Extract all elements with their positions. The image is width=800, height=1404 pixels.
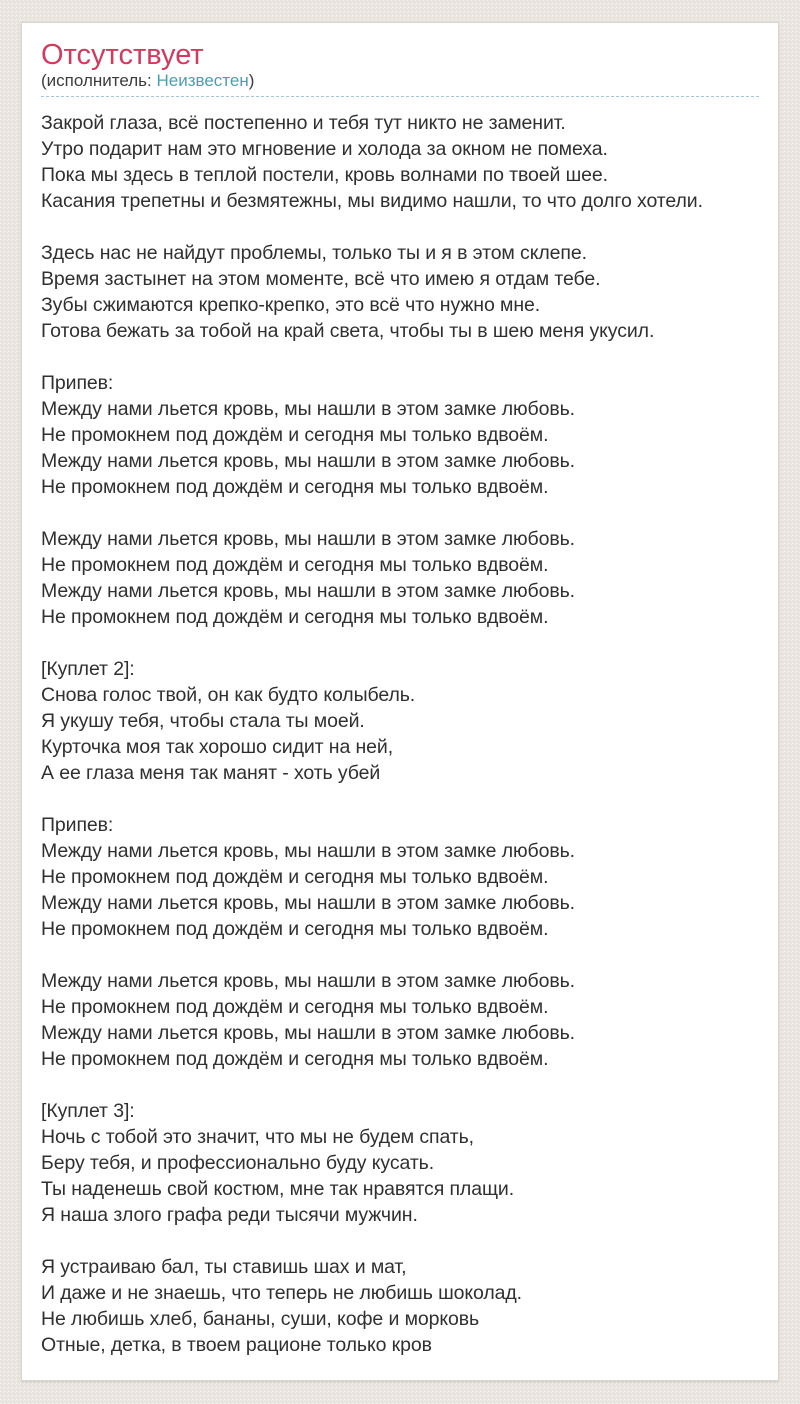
stanza (41, 812, 759, 942)
lyric-line: Время застынет на этом моменте, всё что имею я отдам тебе. (41, 268, 601, 290)
lyric-line: Между нами льется кровь, мы нашли в этом замке любовь. (41, 840, 575, 862)
lyric-line: [Куплет 2]: (41, 658, 135, 680)
stanza (41, 110, 759, 214)
lyric-line: Припев: (41, 814, 114, 836)
stanza (41, 1254, 759, 1358)
lyric-line: Закрой глаза, всё постепенно и тебя тут никто не заменит. (41, 112, 566, 134)
lyric-line: Не промокнем под дождём и сегодня мы только вдвоём. (41, 918, 549, 940)
lyric-line: Между нами льется кровь, мы нашли в этом замке любовь. (41, 580, 575, 602)
song-title: Отсутствует (41, 39, 204, 71)
lyric-line: Утро подарит нам это мгновение и холода за окном не помеха. (41, 138, 608, 160)
lyric-line: Касания трепетны и безмятежны, мы видимо нашли, то что долго хотели. (41, 190, 703, 212)
lyric-line: Припев: (41, 372, 114, 394)
lyric-line: Не промокнем под дождём и сегодня мы только вдвоём. (41, 476, 549, 498)
lyric-line: Между нами льется кровь, мы нашли в этом замке любовь. (41, 1022, 575, 1044)
lyric-line: Не промокнем под дождём и сегодня мы только вдвоём. (41, 424, 549, 446)
lyric-line: Готова бежать за тобой на край света, чтобы ты в шею меня укусил. (41, 320, 655, 342)
lyric-line: Не промокнем под дождём и сегодня мы только вдвоём. (41, 1048, 549, 1070)
lyric-line: Не промокнем под дождём и сегодня мы только вдвоём. (41, 996, 549, 1018)
lyric-line: Снова голос твой, он как будто колыбель. (41, 684, 416, 706)
lyric-line: [Куплет 3]: (41, 1100, 135, 1122)
stanza (41, 968, 759, 1072)
artist-label: (исполнитель: (41, 71, 157, 90)
lyric-line: А ее глаза меня так манят - хоть убей (41, 762, 381, 784)
artist-link[interactable]: Неизвестен (156, 71, 249, 90)
artist-suffix: ) (248, 71, 255, 90)
lyric-line: Я устраиваю бал, ты ставишь шах и мат, (41, 1256, 407, 1278)
lyric-line: Беру тебя, и профессионально буду кусать. (41, 1152, 435, 1174)
lyric-line: Я наша злого графа реди тысячи мужчин. (41, 1204, 418, 1226)
lyric-line: Не промокнем под дождём и сегодня мы только вдвоём. (41, 554, 549, 576)
lyric-line: Отные, детка, в твоем рационе только кров (41, 1334, 432, 1356)
lyric-line: Между нами льется кровь, мы нашли в этом замке любовь. (41, 892, 575, 914)
stanza (41, 240, 759, 344)
lyric-line: И даже и не знаешь, что теперь не любишь шоколад. (41, 1282, 522, 1304)
lyrics-card (21, 22, 779, 1381)
stanza (41, 370, 759, 500)
lyric-line: Ты наденешь свой костюм, мне так нравятся плащи. (41, 1178, 515, 1200)
lyrics-text (41, 110, 759, 1358)
lyric-line: Я укушу тебя, чтобы стала ты моей. (41, 710, 365, 732)
lyric-line: Между нами льется кровь, мы нашли в этом замке любовь. (41, 970, 575, 992)
stanza (41, 1098, 759, 1228)
lyric-line: Не любишь хлеб, бананы, суши, кофе и морковь (41, 1308, 480, 1330)
lyric-line: Пока мы здесь в теплой постели, кровь волнами по твоей шее. (41, 164, 608, 186)
stanza (41, 656, 759, 786)
lyric-line: Между нами льется кровь, мы нашли в этом замке любовь. (41, 398, 575, 420)
lyric-line: Курточка моя так хорошо сидит на ней, (41, 736, 394, 758)
lyric-line: Не промокнем под дождём и сегодня мы только вдвоём. (41, 866, 549, 888)
dashed-divider (41, 96, 759, 97)
lyric-line: Ночь с тобой это значит, что мы не будем спать, (41, 1126, 474, 1148)
stanza (41, 526, 759, 630)
artist-line (41, 70, 759, 92)
lyric-line: Между нами льется кровь, мы нашли в этом замке любовь. (41, 528, 575, 550)
lyric-line: Здесь нас не найдут проблемы, только ты и я в этом склепе. (41, 242, 587, 264)
lyric-line: Не промокнем под дождём и сегодня мы только вдвоём. (41, 606, 549, 628)
lyric-line: Между нами льется кровь, мы нашли в этом замке любовь. (41, 450, 575, 472)
lyric-line: Зубы сжимаются крепко-крепко, это всё что нужно мне. (41, 294, 541, 316)
